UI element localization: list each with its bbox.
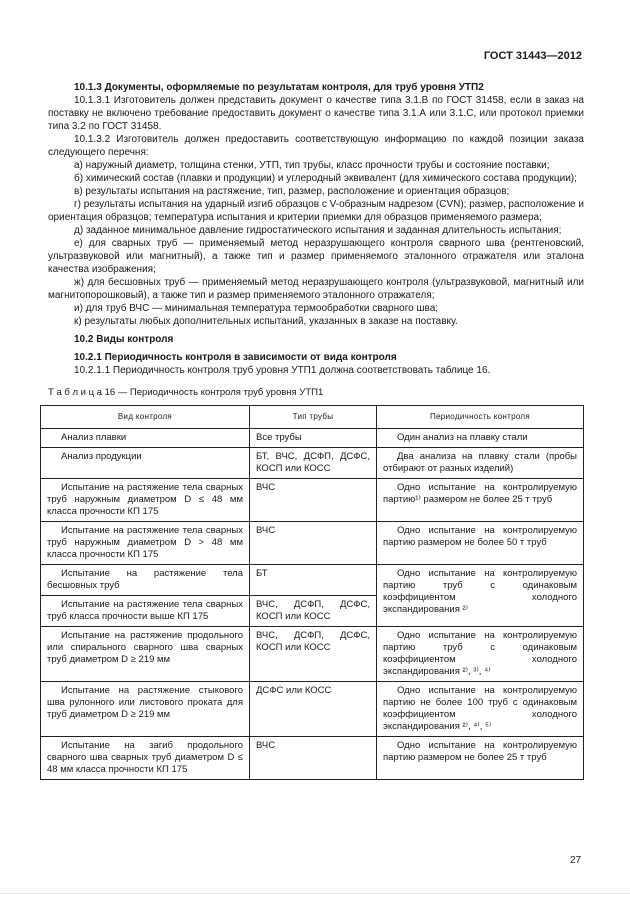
cell-kind: Испытание на растяжение тела сварных труб наружным диаметром D > 48 мм класса прочности КП 175 (41, 522, 250, 565)
table-row (41, 565, 584, 596)
list-item-i: и) для труб ВЧС — минимальная температура термообработки сварного шва; (74, 303, 439, 314)
column-header-type: Тип трубы (250, 406, 377, 429)
cell-frequency: Два анализа на плавку стали (пробы отбирают от разных изделий) (377, 448, 584, 479)
page-number: 27 (570, 855, 582, 866)
cell-frequency: Одно испытание на контролируемую партию¹⁾ размером не более 25 т труб (377, 479, 584, 522)
cell-kind: Испытание на растяжение тела сварных труб класса прочности выше КП 175 (41, 596, 250, 627)
cell-kind: Анализ плавки (41, 429, 250, 448)
table-row (41, 429, 584, 448)
section-heading-10-2: 10.2 Виды контроля (74, 334, 174, 345)
cell-frequency: Одно испытание на контролируемую партию труб с одинаковым коэффициентом холодного экспандирования ²⁾ (377, 565, 584, 627)
table-row (41, 682, 584, 737)
list-item-e: е) для сварных труб — применяемый метод неразрушающего контроля сварного шва (рентгеновский, ультразвуковой или магнитный), а также тип и размер применяемого эталонного отражателя или эталона качества изображения; (48, 238, 584, 275)
column-header-kind: Вид контроля (41, 406, 250, 429)
cell-type: ВЧС, ДСФП, ДСФС, КОСП или КОСС (250, 627, 377, 682)
section-heading-10-2-1: 10.2.1 Периодичность контроля в зависимости от вида контроля (74, 352, 397, 363)
list-item-v: в) результаты испытания на растяжение, тип, размер, расположение и ориентация образцов; (74, 186, 510, 197)
cell-type: ВЧС (250, 737, 377, 780)
table-row (41, 448, 584, 479)
page-bottom-edge (0, 893, 630, 894)
cell-type: Все трубы (250, 429, 377, 448)
cell-type: ВЧС (250, 479, 377, 522)
cell-kind: Испытание на загиб продольного сварного шва сварных труб диаметром D ≤ 48 мм класса прочности КП 175 (41, 737, 250, 780)
cell-kind: Анализ продукции (41, 448, 250, 479)
cell-type: ВЧС (250, 522, 377, 565)
cell-frequency: Одно испытание на контролируемую партию размером не более 50 т труб (377, 522, 584, 565)
cell-type: БТ (250, 565, 377, 596)
column-header-frequency: Периодичность контроля (377, 406, 584, 429)
cell-type: ВЧС, ДСФП, ДСФС, КОСП или КОСС (250, 596, 377, 627)
document-header: ГОСТ 31443—2012 (483, 50, 582, 62)
page-content (48, 81, 584, 780)
table-16 (40, 405, 584, 780)
table-row (41, 737, 584, 780)
list-item-b: б) химический состав (плавки и продукции) и углеродный эквивалент (для химического состава продукции); (74, 173, 577, 184)
list-item-zh: ж) для бесшовных труб — применяемый метод неразрушающего контроля (ультразвуковой, магнитный или магнитопорошковый), а также тип и размер применяемого эталонного отражателя; (48, 277, 584, 301)
cell-kind: Испытание на растяжение тела сварных труб наружным диаметром D ≤ 48 мм класса прочности КП 175 (41, 479, 250, 522)
cell-kind: Испытание на растяжение тела бесшовных труб (41, 565, 250, 596)
cell-kind: Испытание на растяжение стыкового шва рулонного или листового проката для труб диаметром D ≥ 219 мм (41, 682, 250, 737)
section-heading-10-1-3: 10.1.3 Документы, оформляемые по результатам контроля, для труб уровня УТП2 (74, 82, 484, 93)
list-item-g: г) результаты испытания на ударный изгиб образцов с V-образным надрезом (CVN); размер, расположение и ориентация образцов; температура испытания и критерии приемки для образцов применяемого размера; (48, 199, 584, 223)
paragraph-10-1-3-2: 10.1.3.2 Изготовитель должен предоставить соответствующую информацию по каждой позиции заказа следующего перечня: (48, 134, 584, 158)
table-caption: Т а б л и ц а 16 — Периодичность контроля труб уровня УТП1 (48, 387, 324, 398)
paragraph-10-1-3-1: 10.1.3.1 Изготовитель должен представить документ о качестве типа 3.1.В по ГОСТ 31458, если в заказ на поставку не включено требование предоставить документ о качестве типа 3.1.А или 3.1.С, или протокол приемки типа 3.2 по ГОСТ 31458. (48, 95, 584, 132)
table-row (41, 627, 584, 682)
list-item-a: а) наружный диаметр, толщина стенки, УТП, тип трубы, класс прочности трубы и состояние поставки; (74, 160, 550, 171)
cell-kind: Испытание на растяжение продольного или спирального сварного шва сварных труб диаметром D ≥ 219 мм (41, 627, 250, 682)
cell-type: ДСФС или КОСС (250, 682, 377, 737)
list-item-k: к) результаты любых дополнительных испытаний, указанных в заказе на поставку. (74, 316, 458, 327)
table-row (41, 522, 584, 565)
table-row (41, 479, 584, 522)
cell-frequency: Одно испытание на контролируемую партию размером не более 25 т труб (377, 737, 584, 780)
cell-type: БТ, ВЧС, ДСФП, ДСФС, КОСП или КОСС (250, 448, 377, 479)
list-item-d: д) заданное минимальное давление гидростатического испытания и заданная длительность испытания; (74, 225, 562, 236)
cell-frequency: Один анализ на плавку стали (377, 429, 584, 448)
cell-frequency: Одно испытание на контролируемую партию труб с одинаковым коэффициентом холодного экспандирования ²⁾, ³⁾, ⁴⁾ (377, 627, 584, 682)
cell-frequency: Одно испытание на контролируемую партию не более 100 труб с одинаковым коэффициентом холодного экспандирования ²⁾, ⁴⁾, ⁵⁾ (377, 682, 584, 737)
table-header-row (41, 406, 584, 429)
paragraph-10-2-1-1: 10.2.1.1 Периодичность контроля труб уровня УТП1 должна соответствовать таблице 16. (74, 365, 491, 376)
